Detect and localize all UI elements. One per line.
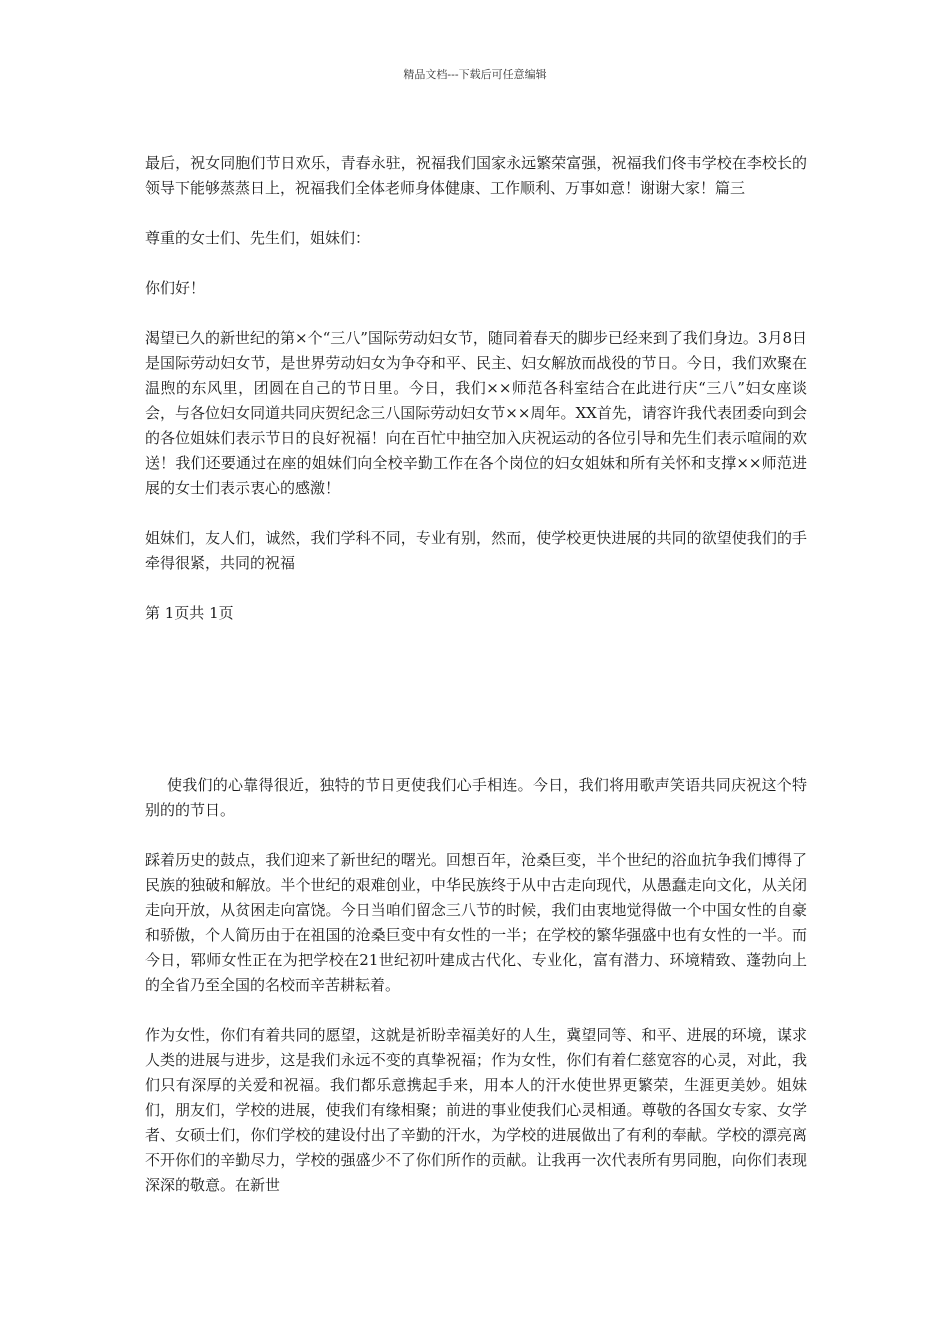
body-paragraph: 作为女性，你们有着共同的愿望，这就是祈盼幸福美好的人生，冀望同等、和平、进展的环境，谋求人类的进展与进步，这是我们永远不变的真挚祝福；作为女性，你们有着仁慈宽容的心灵，对此，我们只有深厚的关爱和祝福。我们都乐意携起手来，用本人的汗水使世界更繁荣，生涯更美妙。姐妹们，朋友们，学校的进展，使我们有缘相聚；前进的事业使我们心灵相通。尊敬的各国女专家、女学者、女硕士们，你们学校的建设付出了辛勤的汗水，为学校的进展做出了有利的奉献。学校的漂亮离不开你们的辛勤尽力，学校的强盛少不了你们所作的贡献。让我再一次代表所有男同胞，向你们表现深深的敬意。在新世 [145,1026,807,1194]
page-1-body [145,151,807,626]
page-header: 精品文档---下载后可任意编辑 [403,68,547,81]
closing-paragraph: 最后，祝女同胞们节日欢乐，青春永驻，祝福我们国家永远繁荣富强，祝福我们佟韦学校在李校长的领导下能够蒸蒸日上，祝福我们全体老师身体健康、工作顺利、万事如意！谢谢大家！篇三 [145,154,807,197]
greeting: 你们好！ [145,279,206,297]
body-paragraph: 姐妹们，友人们，诚然，我们学科不同，专业有别，然而，使学校更快进展的共同的欲望使我们的手牵得很紧，共同的祝福 [145,529,807,572]
page-2-body [145,773,807,1198]
page-footer: 第 1页共 1页 [145,604,234,622]
body-paragraph: 踩着历史的鼓点，我们迎来了新世纪的曙光。回想百年，沧桑巨变，半个世纪的浴血抗争我们博得了民族的独破和解放。半个世纪的艰难创业，中华民族终于从中古走向现代，从愚蠢走向文化，从关闭走向开放，从贫困走向富饶。今日当咱们留念三八节的时候，我们由衷地觉得做一个中国女性的自豪和骄傲，个人简历由于在祖国的沧桑巨变中有女性的一半；在学校的繁华强盛中也有女性的一半。而今日，郓师女性正在为把学校在21世纪初叶建成古代化、专业化，富有潜力、环境精致、蓬勃向上的全省乃至全国的名校而辛苦耕耘着。 [145,851,807,994]
body-paragraph: 使我们的心靠得很近，独特的节日更使我们心手相连。今日，我们将用歌声笑语共同庆祝这个特别的的节日。 [145,776,807,819]
body-paragraph: 渴望已久的新世纪的第×个“三八”国际劳动妇女节，随同着春天的脚步已经来到了我们身边。3月8日是国际劳动妇女节，是世界劳动妇女为争夺和平、民主、妇女解放而战役的节日。今日，我们欢聚在温煦的东风里，团圆在自己的节日里。今日，我们××师范各科室结合在此进行庆“三八”妇女座谈会，与各位妇女同道共同庆贺纪念三八国际劳动妇女节××周年。XX首先，请容许我代表团委向到会的各位姐妹们表示节日的良好祝福！向在百忙中抽空加入庆祝运动的各位引导和先生们表示喧闹的欢送！我们还要通过在座的姐妹们向全校辛勤工作在各个岗位的妇女姐妹和所有关怀和支撑××师范进展的女士们表示衷心的感激！ [145,329,807,497]
salutation: 尊重的女士们、先生们，姐妹们： [145,229,371,247]
